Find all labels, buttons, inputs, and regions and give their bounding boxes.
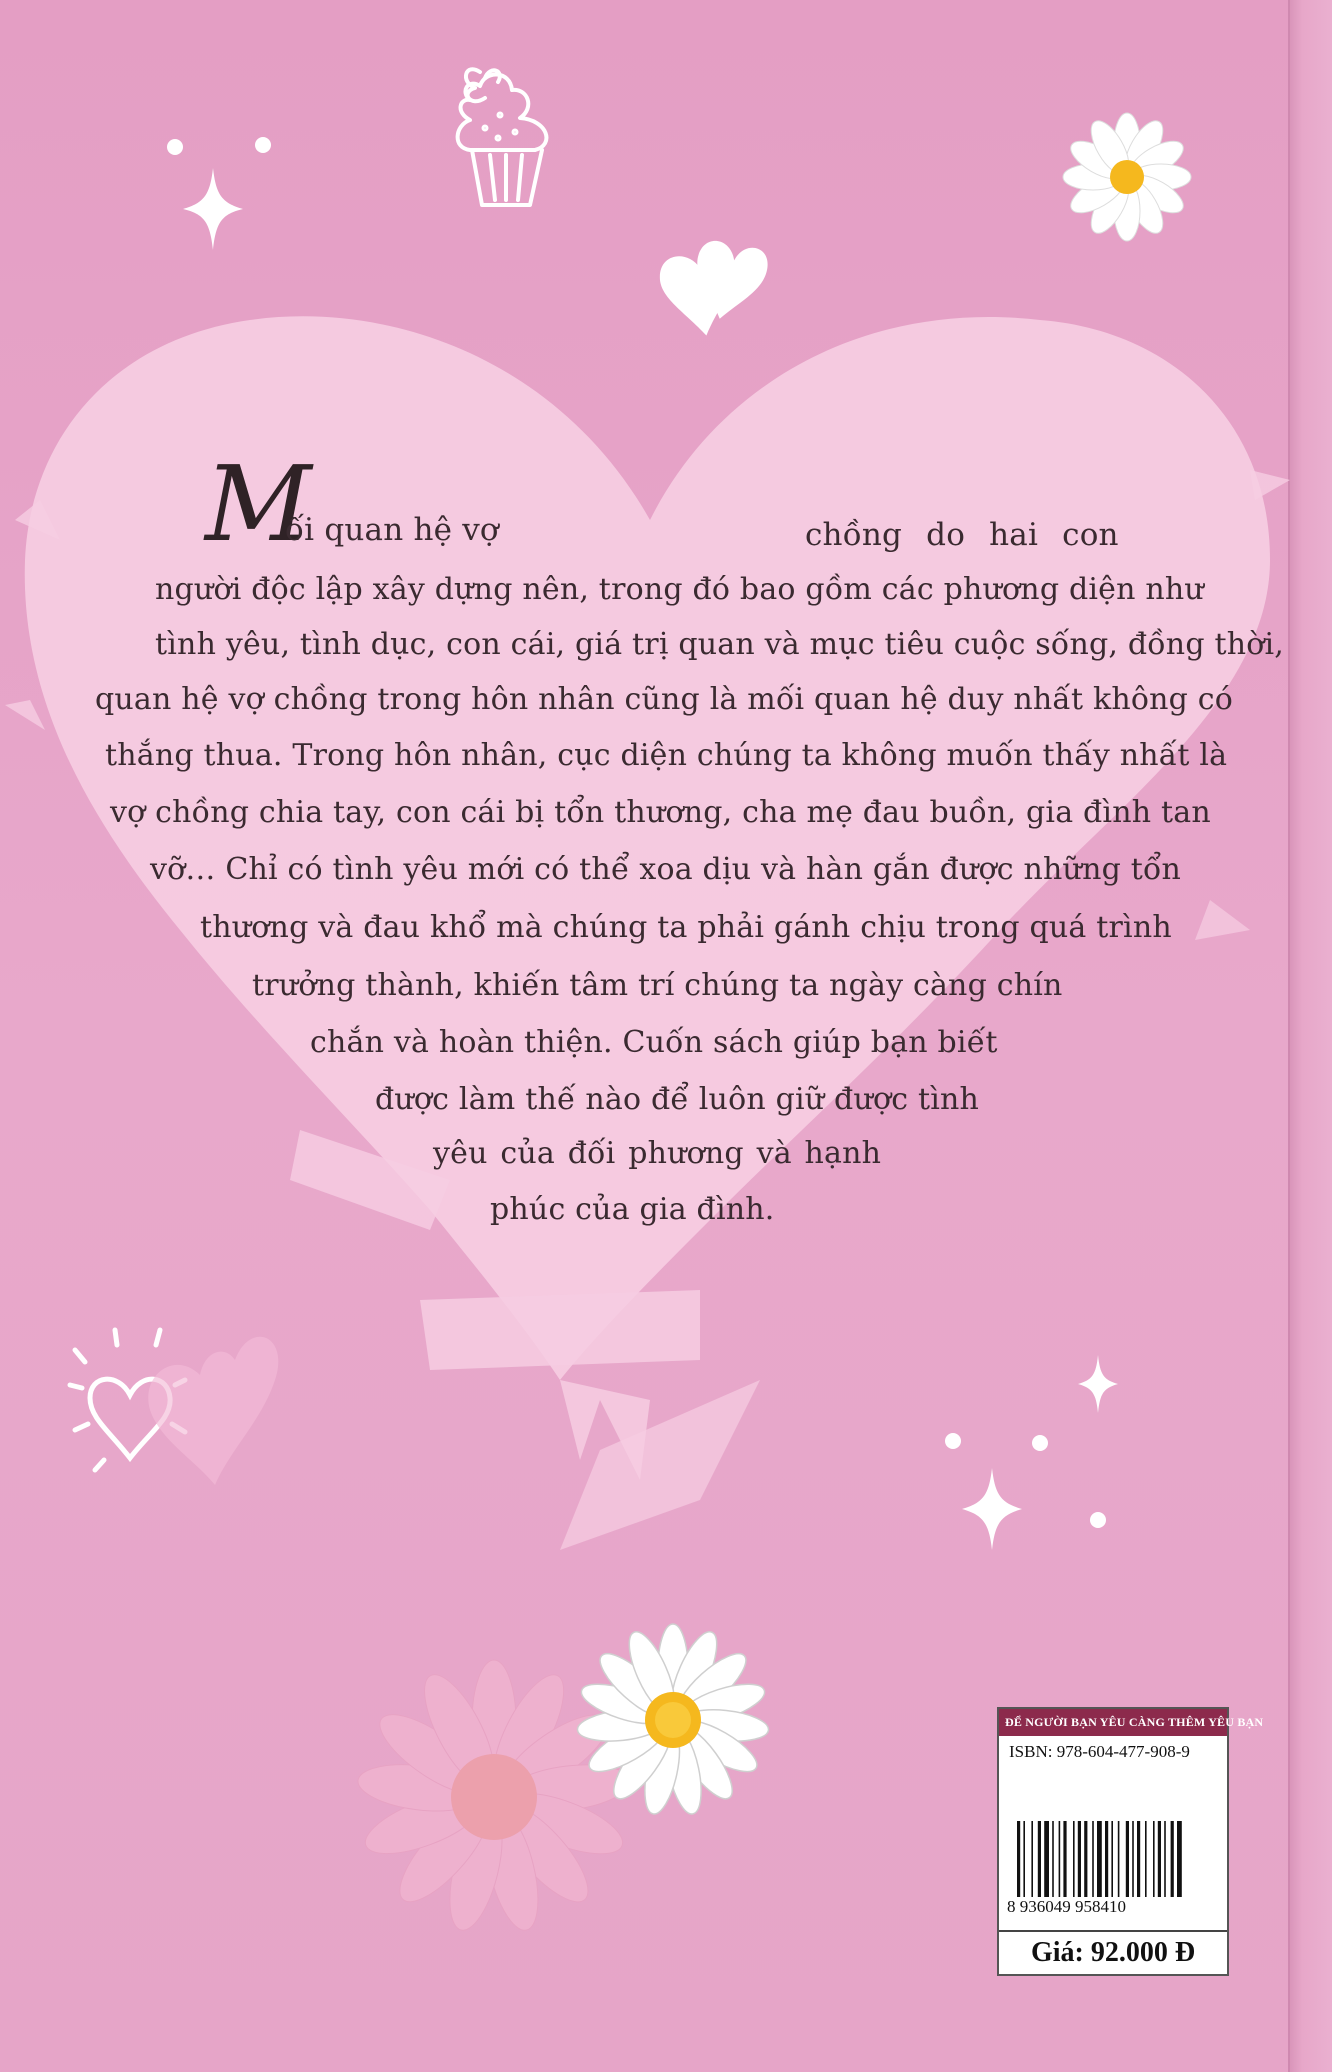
blurb-line: vỡ… Chỉ có tình yêu mới có thể xoa dịu và hàn gắn được những tổn (150, 852, 1182, 887)
blurb-line: người độc lập xây dựng nên, trong đó bao gồm các phương diện như (155, 572, 1204, 607)
blurb-line: vợ chồng chia tay, con cái bị tổn thương, cha mẹ đau buồn, gia đình tan (110, 795, 1211, 830)
blurb-line: chồng do hai con (805, 517, 1119, 553)
isbn-label: ISBN: 978-604-477-908-9 (1009, 1742, 1190, 1761)
blurb-line: chắn và hoàn thiện. Cuốn sách giúp bạn biết (310, 1025, 998, 1060)
barcode-digits: 8 936049 958410 (1007, 1897, 1221, 1917)
blurb-line: được làm thế nào để luôn giữ được tình (375, 1082, 980, 1117)
blurb-line: trưởng thành, khiến tâm trí chúng ta ngày càng chín (252, 968, 1063, 1003)
sticker-tagline: ĐỂ NGƯỜI BẠN YÊU CÀNG THÊM YÊU BẠN (999, 1709, 1227, 1736)
blurb-line: quan hệ vợ chồng trong hôn nhân cũng là mối quan hệ duy nhất không có (95, 682, 1234, 717)
blurb-line: yêu của đối phương và hạnh (433, 1136, 882, 1171)
barcode-sticker (997, 1707, 1264, 1976)
blurb-line: thắng thua. Trong hôn nhân, cục diện chúng ta không muốn thấy nhất là (105, 738, 1228, 773)
blurb-line: tình yêu, tình dục, con cái, giá trị quan và mục tiêu cuộc sống, đồng thời, (155, 627, 1285, 662)
blurb-line: ối quan hệ vợ (285, 512, 499, 548)
blurb-line: thương và đau khổ mà chúng ta phải gánh chịu trong quá trình (200, 910, 1172, 945)
drop-cap: M (205, 443, 312, 565)
blurb-line: phúc của gia đình. (490, 1192, 775, 1227)
price-label: Giá: 92.000 Đ (999, 1930, 1227, 1974)
